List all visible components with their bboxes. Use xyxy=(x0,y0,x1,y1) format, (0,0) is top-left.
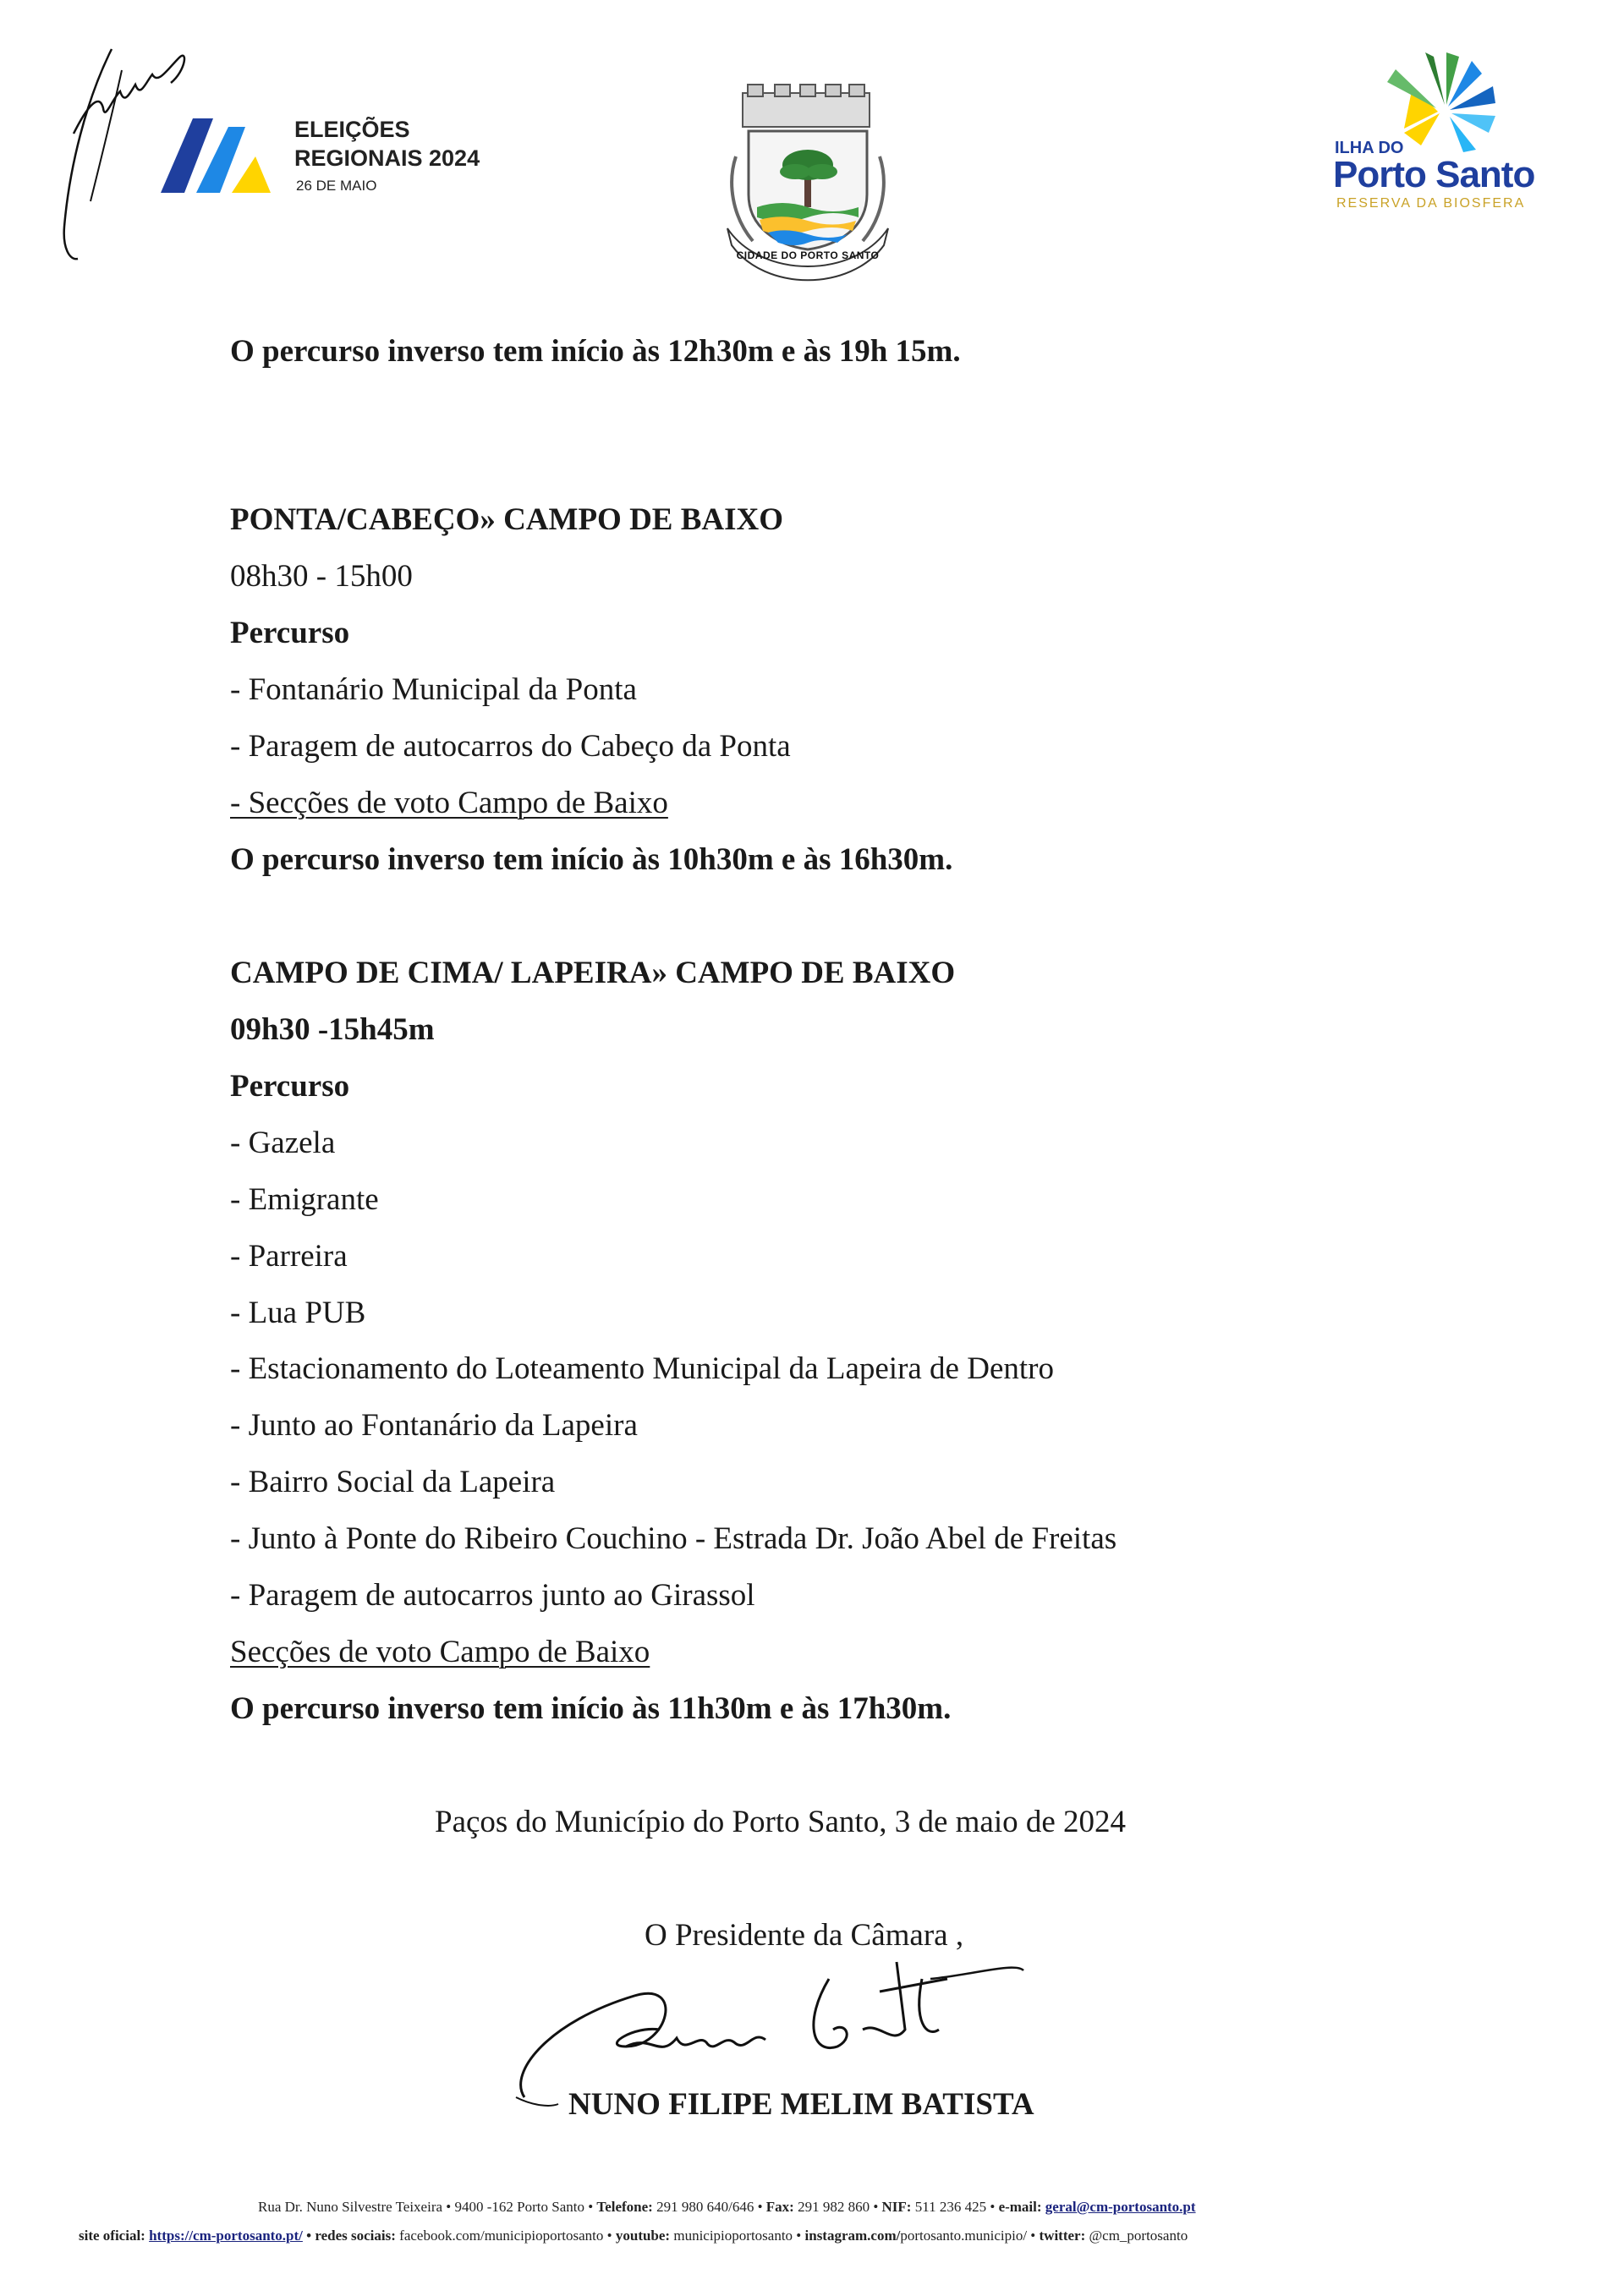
eleicoes-logo xyxy=(161,110,499,203)
eleicoes-date: 26 DE MAIO xyxy=(296,178,377,194)
section-2-stop: - Lua PUB xyxy=(230,1296,366,1330)
footer-twitter: @cm_portosanto xyxy=(1089,2228,1188,2244)
footer-line-2 xyxy=(79,2228,1188,2244)
footer-phone: 291 980 640/646 • xyxy=(656,2199,763,2215)
section-2-stop: - Paragem de autocarros junto ao Girassol xyxy=(230,1578,755,1613)
section-1-destination: - Secções de voto Campo de Baixo xyxy=(230,786,668,820)
section-1-title: PONTA/CABEÇO» CAMPO DE BAIXO xyxy=(230,502,784,537)
section-2-destination: Secções de voto Campo de Baixo xyxy=(230,1635,650,1669)
section-2-title: CAMPO DE CIMA/ LAPEIRA» CAMPO DE BAIXO xyxy=(230,956,956,990)
footer-fax-label: Fax: xyxy=(765,2199,794,2215)
footer-instagram-label: instagram.com/ xyxy=(804,2228,901,2244)
footer-nif-label: NIF: xyxy=(881,2199,912,2215)
footer-site-link[interactable]: https://cm-portosanto.pt/ xyxy=(149,2228,303,2244)
place-date: Paços do Município do Porto Santo, 3 de maio de 2024 xyxy=(435,1805,1127,1839)
footer-email-link[interactable]: geral@cm-portosanto.pt xyxy=(1045,2199,1196,2215)
section-1-stop: - Paragem de autocarros do Cabeço da Ponta xyxy=(230,729,791,764)
president-name: NUNO FILIPE MELIM BATISTA xyxy=(568,2087,1034,2122)
footer-social: facebook.com/municipioportosanto • xyxy=(399,2228,612,2244)
footer-fax: 291 982 860 • xyxy=(798,2199,879,2215)
section-2-stop: - Gazela xyxy=(230,1126,336,1160)
section-1-return: O percurso inverso tem início às 10h30m e às 16h30m. xyxy=(230,842,953,877)
footer-youtube: municipioportosanto • xyxy=(673,2228,802,2244)
section-2-route-label: Percurso xyxy=(230,1069,350,1104)
footer-nif: 511 236 425 • xyxy=(914,2199,996,2215)
footer-site-label: site oficial: xyxy=(79,2228,145,2244)
sun-rays-icon xyxy=(1387,52,1497,154)
crest-ribbon-text: CIDADE DO PORTO SANTO xyxy=(736,249,880,261)
section-2-stop: - Parreira xyxy=(230,1239,348,1274)
footer-social-label: • redes sociais: xyxy=(306,2228,396,2244)
eleicoes-title-1: ELEIÇÕES xyxy=(294,117,410,142)
section-2-stop: - Bairro Social da Lapeira xyxy=(230,1465,556,1499)
porto-santo-logo xyxy=(1328,52,1548,222)
footer-twitter-label: twitter: xyxy=(1039,2228,1086,2244)
section-1-stop: - Fontanário Municipal da Ponta xyxy=(230,672,637,707)
section-2-return: O percurso inverso tem início às 11h30m e às 17h30m. xyxy=(230,1691,952,1726)
footer-phone-label: Telefone: xyxy=(596,2199,653,2215)
footer-line-1 xyxy=(258,2199,1196,2216)
logo-ilha-do: ILHA DO xyxy=(1335,139,1404,157)
section-2-stop: - Emigrante xyxy=(230,1182,379,1217)
footer-youtube-label: youtube: xyxy=(615,2228,671,2244)
footer-address: Rua Dr. Nuno Silvestre Teixeira • 9400 -162 Porto Santo • xyxy=(258,2199,594,2215)
footer-email-label: e-mail: xyxy=(998,2199,1042,2215)
section-2-stop: - Junto ao Fontanário da Lapeira xyxy=(230,1408,638,1443)
eleicoes-title-2: REGIONAIS 2024 xyxy=(294,145,480,171)
eleicoes-logo-mark xyxy=(161,110,275,195)
logo-porto-santo: Porto Santo xyxy=(1333,154,1535,195)
municipal-crest xyxy=(710,80,905,283)
section-2-time: 09h30 -15h45m xyxy=(230,1012,435,1047)
section-1-time: 08h30 - 15h00 xyxy=(230,559,413,594)
section-1-route-label: Percurso xyxy=(230,616,350,650)
president-role: O Presidente da Câmara , xyxy=(645,1918,964,1953)
logo-reserva: RESERVA DA BIOSFERA xyxy=(1336,196,1526,211)
footer-instagram: portosanto.municipio/ • xyxy=(900,2228,1036,2244)
section-2-stop: - Estacionamento do Loteamento Municipal da Lapeira de Dentro xyxy=(230,1351,1054,1386)
intro-return-line: O percurso inverso tem início às 12h30m e às 19h 15m. xyxy=(230,334,961,369)
section-2-stop: - Junto à Ponte do Ribeiro Couchino - Estrada Dr. João Abel de Freitas xyxy=(230,1521,1117,1556)
